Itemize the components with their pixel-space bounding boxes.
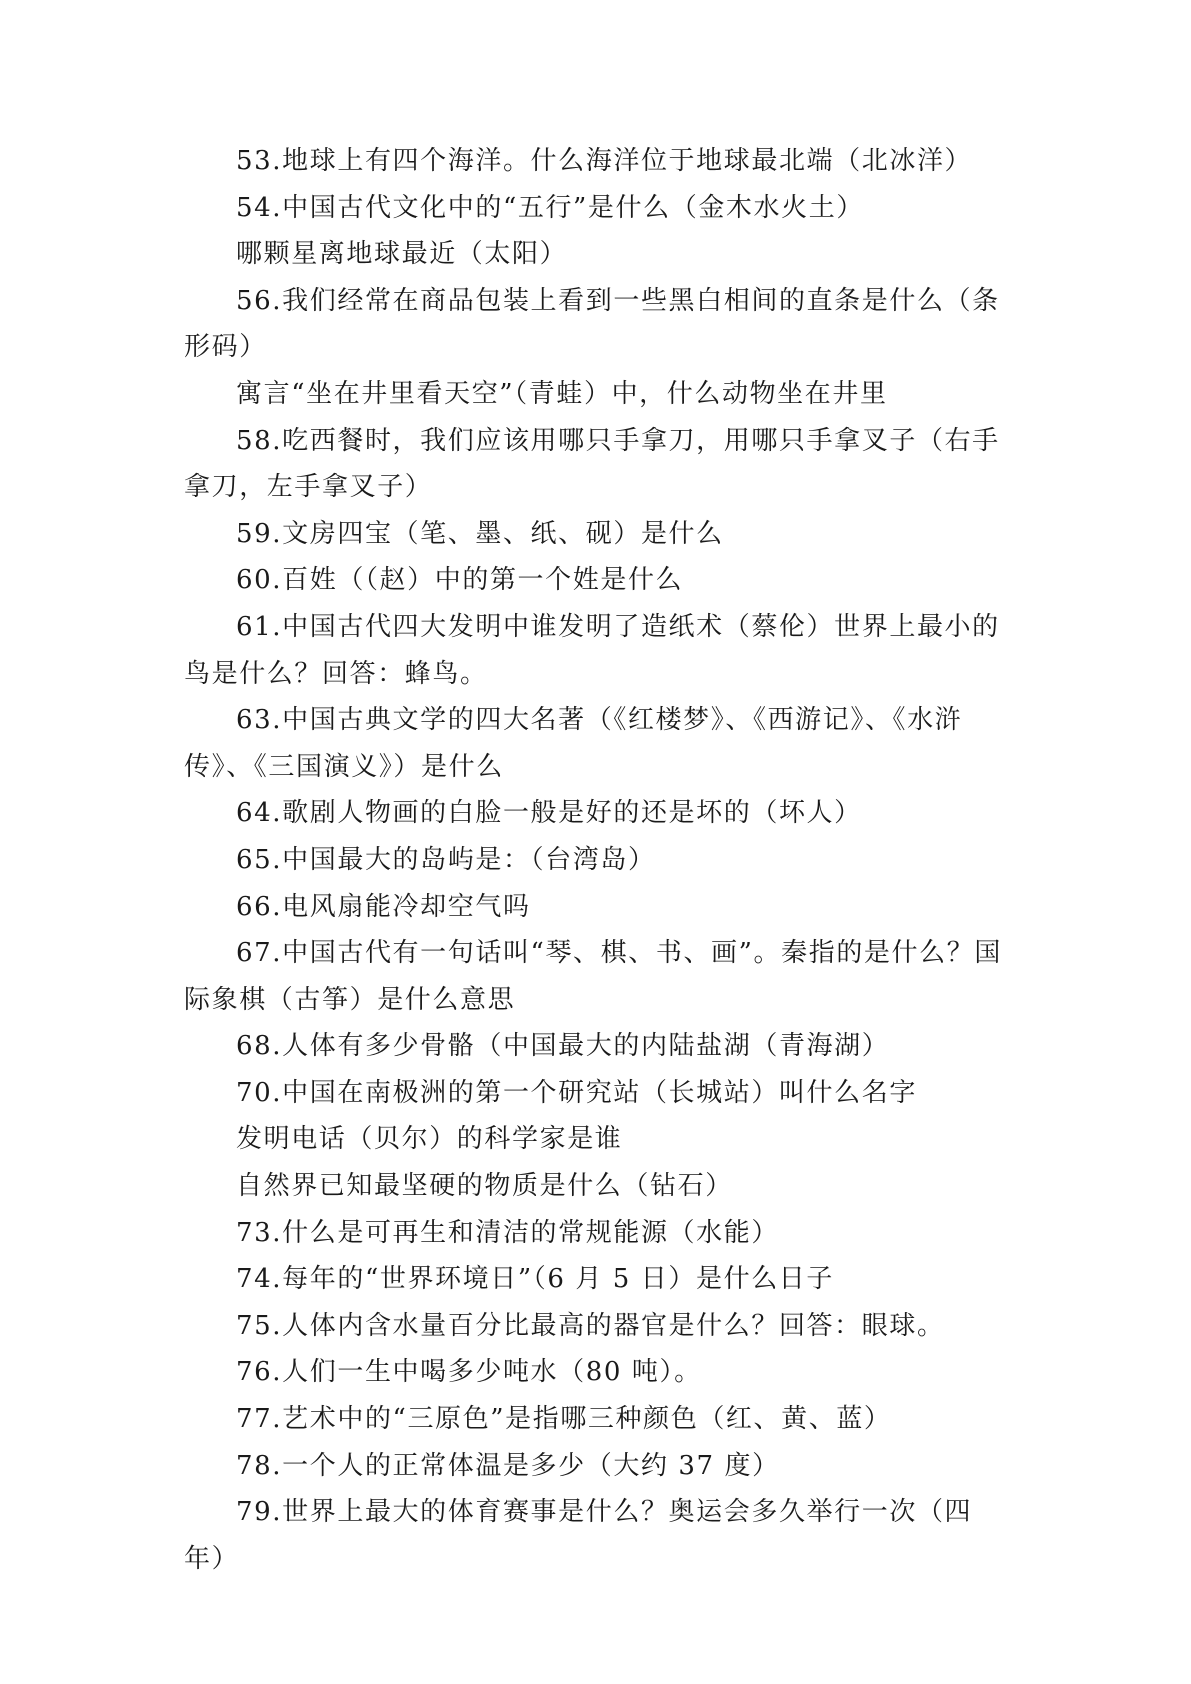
paragraph-66: 66.电风扇能冷却空气吗: [236, 891, 531, 922]
paragraph-75: 75.人体内含水量百分比最高的器官是什么？回答：眼球。: [236, 1310, 945, 1341]
paragraph-67: 67.中国古代有一句话叫“琴、棋、书、画”。秦指的是什么？国际象棋（古筝）是什么意思: [184, 938, 1002, 1015]
paragraph-76: 76.人们一生中喝多少吨水（80 吨）。: [236, 1357, 702, 1388]
paragraph-59: 59.文房四宝（笔、墨、纸、砚）是什么: [236, 518, 724, 549]
paragraph-65: 65.中国最大的岛屿是：（台湾岛）: [236, 844, 656, 875]
paragraph-54: 54.中国古代文化中的“五行”是什么（金木水火土）: [236, 192, 864, 223]
paragraph-56: 56.我们经常在商品包装上看到一些黑白相间的直条是什么（条形码）: [184, 285, 1000, 363]
paragraph-53: 53.地球上有四个海洋。什么海洋位于地球最北端（北冰洋）: [236, 146, 973, 176]
paragraph-74: 74.每年的“世界环境日”（6 月 5 日）是什么日子: [236, 1264, 835, 1295]
paragraph-nearest-star: 哪颗星离地球最近（太阳）: [236, 239, 568, 270]
paragraph-58: 58.吃西餐时，我们应该用哪只手拿刀，用哪只手拿叉子（右手拿刀，左手拿叉子）: [184, 425, 1000, 503]
paragraph-fable: 寓言“坐在井里看天空”（青蛙）中，什么动物坐在井里: [236, 378, 888, 409]
paragraph-64: 64.歌剧人物画的白脸一般是好的还是坏的（坏人）: [236, 798, 862, 829]
paragraph-79: 79.世界上最大的体育赛事是什么？奥运会多久举行一次（四年）: [184, 1497, 973, 1574]
paragraph-70: 70.中国在南极洲的第一个研究站（长城站）叫什么名字: [236, 1077, 917, 1108]
paragraph-hardest-substance: 自然界已知最坚硬的物质是什么（钻石）: [236, 1171, 733, 1202]
paragraph-77: 77.艺术中的“三原色”是指哪三种颜色（红、黄、蓝）: [236, 1404, 892, 1435]
paragraph-63: 63.中国古典文学的四大名著（《红楼梦》、《西游记》、《水浒传》、《三国演义》）是什么: [184, 705, 963, 782]
paragraph-61: 61.中国古代四大发明中谁发明了造纸术（蔡伦）世界上最小的鸟是什么？回答：蜂鸟。: [184, 611, 1000, 689]
paragraph-telephone: 发明电话（贝尔）的科学家是谁: [236, 1124, 623, 1155]
paragraph-68: 68.人体有多少骨骼（中国最大的内陆盐湖（青海湖）: [236, 1031, 890, 1062]
document-body: [184, 138, 1014, 1582]
paragraph-73: 73.什么是可再生和清洁的常规能源（水能）: [236, 1217, 779, 1248]
paragraph-60: 60.百姓（（赵）中的第一个姓是什么: [236, 565, 684, 596]
paragraph-78: 78.一个人的正常体温是多少（大约 37 度）: [236, 1450, 780, 1481]
